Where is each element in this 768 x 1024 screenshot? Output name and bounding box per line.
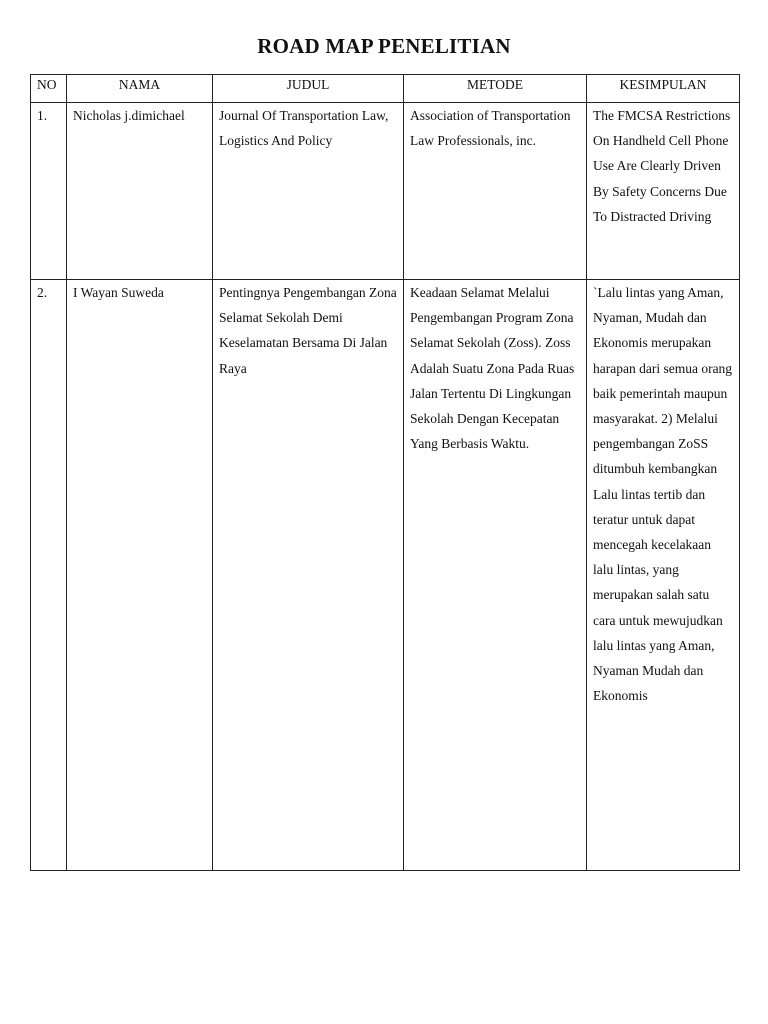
cell-kesimpulan-text: `Lalu lintas yang Aman, Nyaman, Mudah dan Ekonomis merupakan harapan dari semua orang baik pemerintah maupun masyarakat. 2) Melalui pengembangan ZoSS ditumbuh kembangkan Lalu lintas tertib dan teratur untuk dapat mencegah kecelakaan lalu lintas, yang merupakan salah satu cara untuk mewujudkan lalu lintas yang Aman, Nyaman Mudah dan Ekonomis (593, 285, 733, 704)
cell-kesimpulan (587, 103, 740, 280)
cell-no (31, 103, 67, 280)
cell-no-text: 2. (37, 285, 48, 300)
header-no: NO (31, 75, 67, 103)
header-kesimpulan: KESIMPULAN (587, 75, 740, 103)
cell-no (31, 280, 67, 871)
header-nama: NAMA (67, 75, 213, 103)
cell-judul (213, 280, 404, 871)
cell-metode-text: Keadaan Selamat Melalui Pengembangan Program Zona Selamat Sekolah (Zoss). Zoss Adalah Suatu Zona Pada Ruas Jalan Tertentu Di Lingkungan Sekolah Dengan Kecepatan Yang Berbasis Waktu. (410, 285, 575, 452)
header-metode: METODE (404, 75, 587, 103)
header-judul: JUDUL (213, 75, 404, 103)
cell-nama-text: I Wayan Suweda (73, 285, 164, 300)
page-title: ROAD MAP PENELITIAN (257, 34, 511, 58)
cell-metode (404, 103, 587, 280)
cell-judul-text: Pentingnya Pengembangan Zona Selamat Sekolah Demi Keselamatan Bersama Di Jalan Raya (219, 285, 397, 376)
cell-metode-text: Association of Transportation Law Professionals, inc. (410, 108, 571, 149)
cell-kesimpulan (587, 280, 740, 871)
table-row (31, 280, 740, 871)
table-row (31, 103, 740, 280)
cell-kesimpulan-text: The FMCSA Restrictions On Handheld Cell Phone Use Are Clearly Driven By Safety Concerns Due To Distracted Driving (593, 108, 731, 224)
cell-judul (213, 103, 404, 280)
cell-nama-text: Nicholas j.dimichael (73, 108, 185, 123)
cell-no-text: 1. (37, 108, 48, 123)
cell-nama (67, 280, 213, 871)
road-map-table (30, 74, 740, 871)
cell-nama (67, 103, 213, 280)
table-header-row (31, 75, 740, 103)
cell-metode (404, 280, 587, 871)
cell-judul-text: Journal Of Transportation Law, Logistics And Policy (219, 108, 389, 149)
